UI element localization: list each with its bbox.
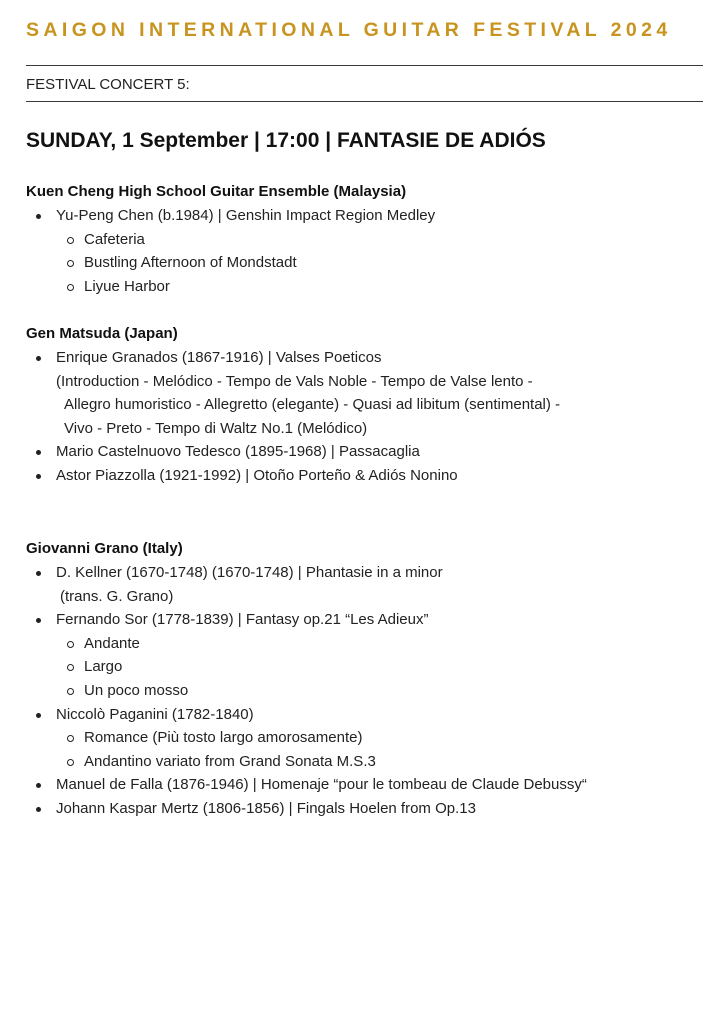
work-item bbox=[26, 204, 716, 298]
concert-heading: SUNDAY, 1 September | 17:00 | FANTASIE DE ADIÓS bbox=[26, 129, 546, 152]
circle-bullet-icon bbox=[67, 688, 74, 695]
circle-bullet-icon bbox=[67, 260, 74, 267]
work-item bbox=[26, 464, 716, 488]
header-divider bbox=[26, 101, 703, 102]
movement-item bbox=[56, 251, 716, 275]
movement-item bbox=[56, 726, 716, 750]
work-title: Niccolò Paganini (1782-1840) bbox=[56, 705, 254, 723]
movement-item bbox=[56, 750, 716, 774]
movement-title: Liyue Harbor bbox=[84, 277, 170, 295]
circle-bullet-icon bbox=[67, 641, 74, 648]
circle-bullet-icon bbox=[67, 284, 74, 291]
movement-item bbox=[56, 228, 716, 252]
work-detail: Allegro humoristico - Allegretto (elegante) - Quasi ad libitum (sentimental) - bbox=[64, 396, 561, 414]
work-item bbox=[26, 608, 716, 702]
concert-label: FESTIVAL CONCERT 5: bbox=[26, 76, 190, 93]
work-detail: (trans. G. Grano) bbox=[60, 587, 174, 605]
circle-bullet-icon bbox=[67, 759, 74, 766]
movement-list bbox=[56, 228, 716, 299]
work-title: Enrique Granados (1867-1916) | Valses Poeticos bbox=[56, 349, 382, 366]
work-list bbox=[26, 204, 716, 298]
work-title: Yu-Peng Chen (b.1984) | Genshin Impact Region Medley bbox=[56, 207, 436, 224]
bullet-icon bbox=[36, 713, 41, 718]
movement-title: Cafeteria bbox=[84, 230, 145, 248]
bullet-icon bbox=[36, 450, 41, 455]
performer-section-giovanni-grano bbox=[26, 537, 716, 821]
work-item bbox=[26, 797, 716, 821]
movement-title: Andante bbox=[84, 634, 140, 652]
circle-bullet-icon bbox=[67, 664, 74, 671]
work-item bbox=[26, 440, 716, 464]
movement-title: Un poco mosso bbox=[84, 681, 189, 699]
movement-title: Andantino variato from Grand Sonata M.S.3 bbox=[84, 752, 376, 770]
movement-item bbox=[56, 655, 716, 679]
performer-name: Giovanni Grano (Italy) bbox=[26, 540, 183, 557]
work-title: Astor Piazzolla (1921-1992) | Otoño Porteño & Adiós Nonino bbox=[56, 466, 458, 484]
circle-bullet-icon bbox=[67, 735, 74, 742]
movement-item bbox=[56, 679, 716, 703]
work-item bbox=[26, 773, 716, 797]
performer-section-kuen-cheng bbox=[26, 180, 716, 298]
bullet-icon bbox=[36, 618, 41, 623]
movement-title: Romance (Più tosto largo amorosamente) bbox=[84, 729, 363, 747]
work-detail: (Introduction - Melódico - Tempo de Vals Noble - Tempo de Valse lento - bbox=[56, 372, 533, 390]
performer-section-gen-matsuda bbox=[26, 322, 716, 488]
movement-list bbox=[56, 632, 716, 703]
bullet-icon bbox=[36, 807, 41, 812]
performer-name: Kuen Cheng High School Guitar Ensemble (Malaysia) bbox=[26, 183, 407, 200]
work-list bbox=[26, 561, 716, 821]
bullet-icon bbox=[36, 214, 41, 219]
work-detail: Vivo - Preto - Tempo di Waltz No.1 (Melódico) bbox=[64, 419, 368, 437]
bullet-icon bbox=[36, 783, 41, 788]
work-title: Manuel de Falla (1876-1946) | Homenaje “pour le tombeau de Claude Debussy“ bbox=[56, 776, 587, 794]
top-divider bbox=[26, 65, 703, 66]
work-item bbox=[26, 561, 716, 608]
work-list bbox=[26, 346, 716, 488]
festival-title: SAIGON INTERNATIONAL GUITAR FESTIVAL 2024 bbox=[26, 19, 672, 41]
work-title: Mario Castelnuovo Tedesco (1895-1968) | Passacaglia bbox=[56, 443, 420, 461]
bullet-icon bbox=[36, 571, 41, 576]
bullet-icon bbox=[36, 356, 41, 361]
movement-item bbox=[56, 275, 716, 299]
bullet-icon bbox=[36, 474, 41, 479]
performer-name: Gen Matsuda (Japan) bbox=[26, 325, 178, 342]
movement-title: Bustling Afternoon of Mondstadt bbox=[84, 254, 297, 272]
movement-item bbox=[56, 632, 716, 656]
work-title: D. Kellner (1670-1748) (1670-1748) | Phantasie in a minor bbox=[56, 564, 443, 581]
work-title: Johann Kaspar Mertz (1806-1856) | Fingals Hoelen from Op.13 bbox=[56, 799, 476, 817]
work-title: Fernando Sor (1778-1839) | Fantasy op.21 “Les Adieux” bbox=[56, 611, 429, 629]
movement-title: Largo bbox=[84, 658, 123, 676]
work-item bbox=[26, 703, 716, 774]
circle-bullet-icon bbox=[67, 237, 74, 244]
movement-list bbox=[56, 726, 716, 773]
work-item bbox=[26, 346, 716, 440]
